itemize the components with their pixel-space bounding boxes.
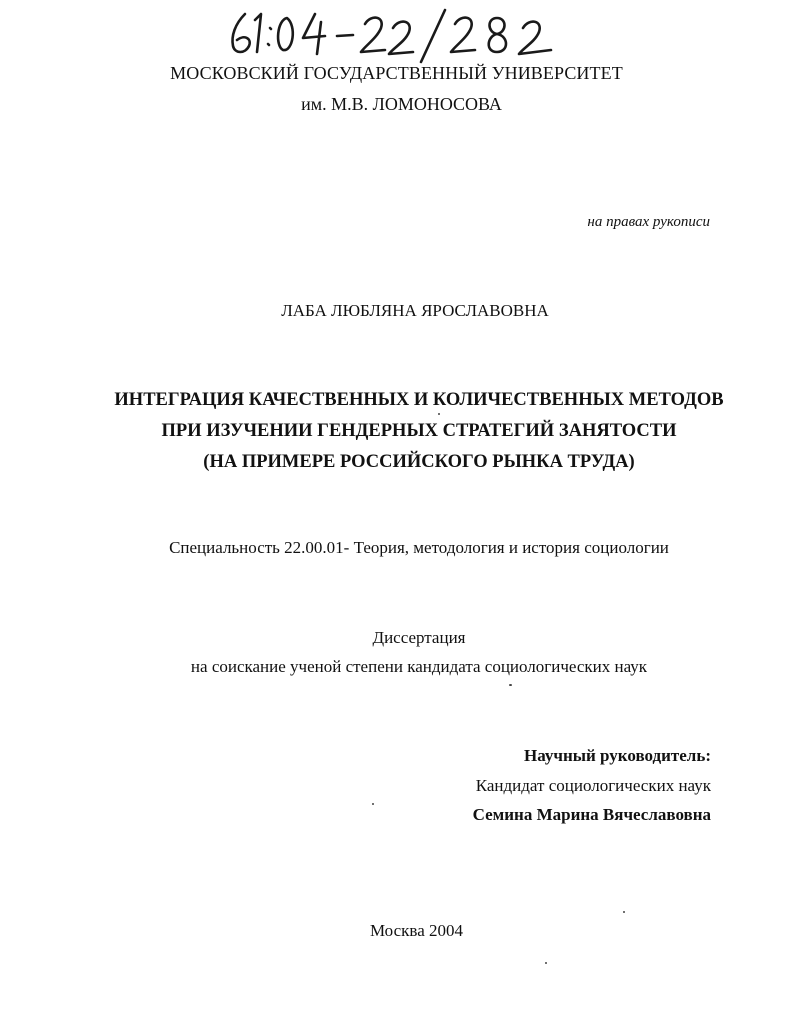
scan-speck: [623, 911, 625, 913]
degree-purpose: на соискание ученой степени кандидата социологических наук: [190, 657, 648, 676]
document-type: Диссертация: [372, 628, 466, 647]
city-and-year: Москва 2004: [369, 921, 464, 940]
thesis-title-line-1: ИНТЕГРАЦИЯ КАЧЕСТВЕННЫХ И КОЛИЧЕСТВЕННЫХ МЕТОДОВ: [114, 390, 724, 410]
thesis-title-line-3: (НА ПРИМЕРЕ РОССИЙСКОГО РЫНКА ТРУДА): [203, 452, 635, 472]
supervisor-degree: Кандидат социологических наук: [475, 776, 711, 795]
thesis-title-line-2: ПРИ ИЗУЧЕНИИ ГЕНДЕРНЫХ СТРАТЕГИЙ ЗАНЯТОСТИ: [161, 421, 677, 441]
supervisor-name: Семина Марина Вячеславовна: [472, 805, 711, 824]
handwritten-number-drawing: [225, 6, 565, 66]
scan-speck: [372, 803, 374, 805]
author-name: ЛАБА ЛЮБЛЯНА ЯРОСЛАВОВНА: [281, 301, 549, 320]
handwritten-archive-number: [225, 6, 565, 66]
university-name: МОСКОВСКИЙ ГОСУДАРСТВЕННЫЙ УНИВЕРСИТЕТ: [170, 63, 623, 83]
scan-speck: [509, 684, 512, 686]
specialty-line: Специальность 22.00.01- Теория, методология и история социологии: [169, 538, 669, 557]
manuscript-rights-note: на правах рукописи: [587, 214, 710, 230]
supervisor-label: Научный руководитель:: [524, 746, 711, 765]
university-honorific: им. М.В. ЛОМОНОСОВА: [301, 94, 502, 114]
scan-speck: [545, 962, 547, 964]
scan-speck: [438, 413, 440, 415]
